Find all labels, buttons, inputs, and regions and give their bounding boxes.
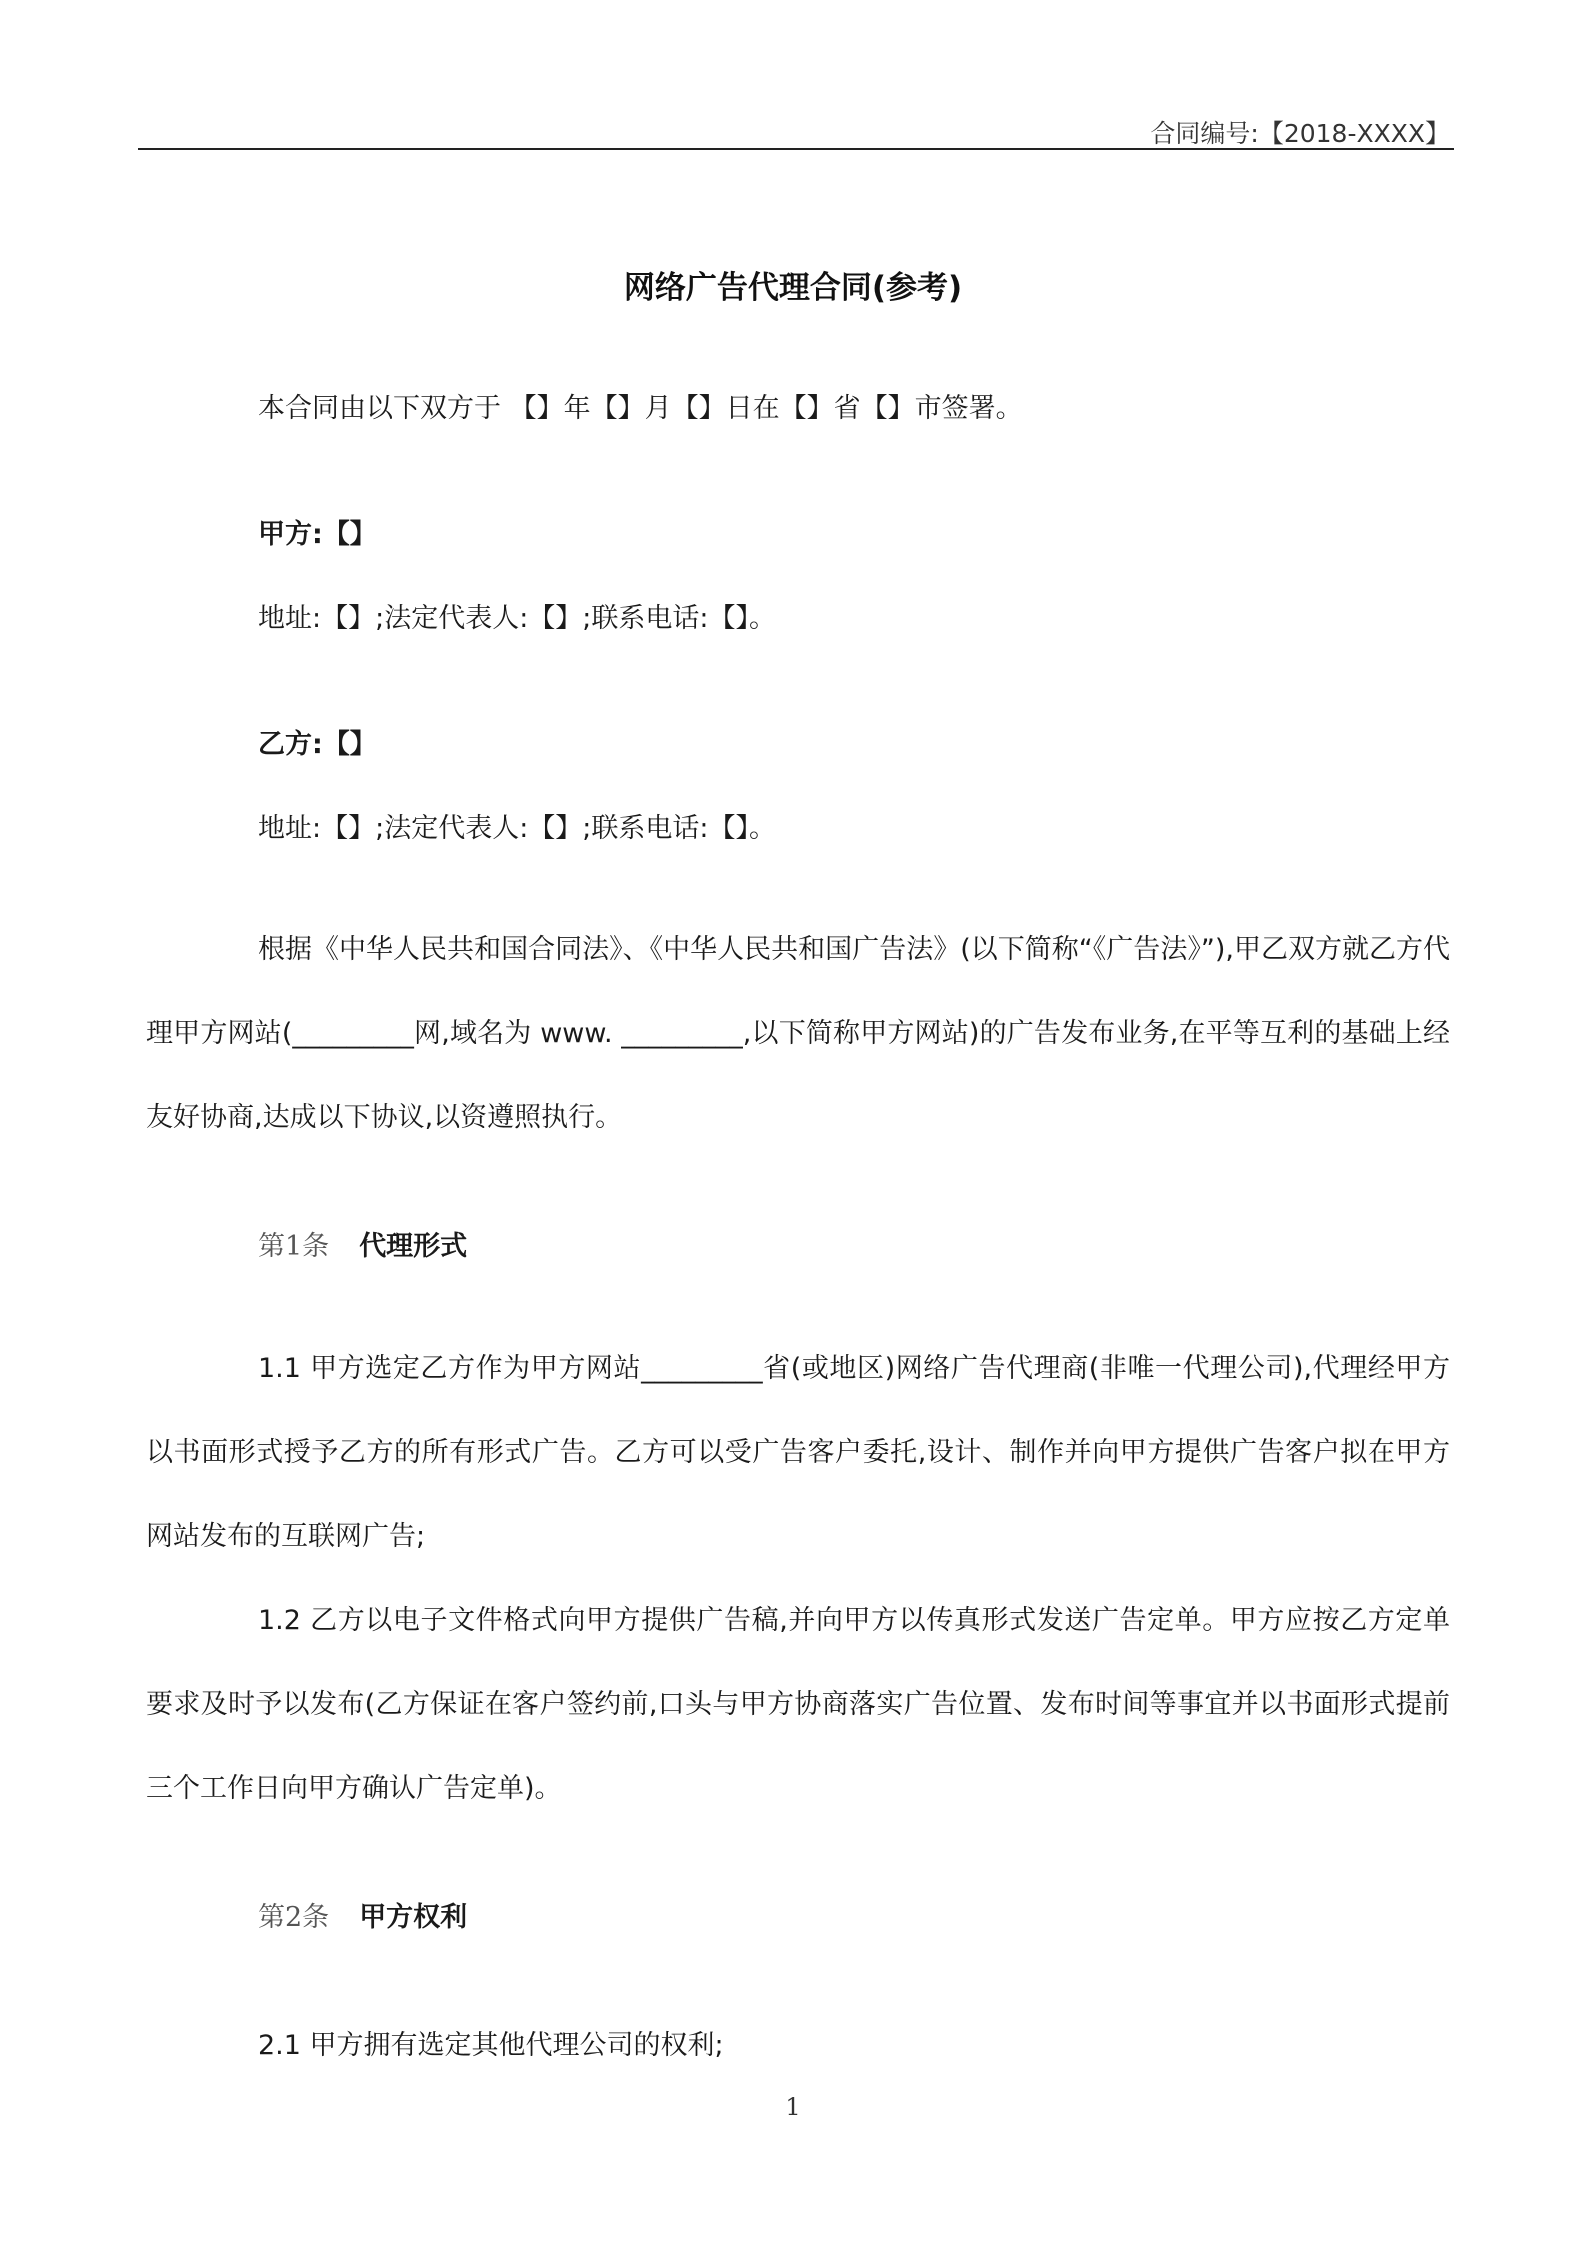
document-title: 网络广告代理合同(参考) bbox=[623, 270, 963, 306]
article-number: 第1条 bbox=[258, 1231, 330, 1262]
header-divider bbox=[138, 148, 1454, 150]
party-b-label: 乙方:【】 bbox=[258, 729, 377, 760]
article-1-heading bbox=[258, 1224, 467, 1263]
party-a-details: 地址:【】;法定代表人:【】;联系电话:【】。 bbox=[258, 603, 776, 634]
article-title: 代理形式 bbox=[359, 1231, 468, 1262]
article-number: 第2条 bbox=[258, 1902, 330, 1933]
contract-number: 合同编号:【2018-XXXX】 bbox=[1150, 119, 1450, 148]
preamble-paragraph: 根据《中华人民共和国合同法》、《中华人民共和国广告法》(以下简称“《广告法》”),甲乙双方就乙方代理甲方网站(_________网,域名为 www. _________,以下简称甲方网站)的广告发布业务,在平等互利的基础上经友好协商,达成以下协议,以资遵照执行。 bbox=[146, 934, 1450, 1133]
signing-statement: 本合同由以下双方于 【】年【】月【】日在【】省【】市签署。 bbox=[258, 393, 1023, 424]
clause-2-1: 2.1 甲方拥有选定其他代理公司的权利; bbox=[258, 2030, 724, 2061]
clause-1-1: 1.1 甲方选定乙方作为甲方网站_________省(或地区)网络广告代理商(非唯一代理公司),代理经甲方以书面形式授予乙方的所有形式广告。乙方可以受广告客户委托,设计、制作并向甲方提供广告客户拟在甲方网站发布的互联网广告; bbox=[146, 1353, 1450, 1552]
clause-1-2: 1.2 乙方以电子文件格式向甲方提供广告稿,并向甲方以传真形式发送广告定单。甲方应按乙方定单要求及时予以发布(乙方保证在客户签约前,口头与甲方协商落实广告位置、发布时间等事宜并以书面形式提前三个工作日向甲方确认广告定单)。 bbox=[146, 1605, 1450, 1804]
party-a-label: 甲方:【】 bbox=[258, 519, 377, 550]
page-number: 1 bbox=[785, 2093, 801, 2121]
article-2-heading bbox=[258, 1895, 467, 1934]
party-b-details: 地址:【】;法定代表人:【】;联系电话:【】。 bbox=[258, 813, 776, 844]
article-title: 甲方权利 bbox=[359, 1902, 468, 1933]
